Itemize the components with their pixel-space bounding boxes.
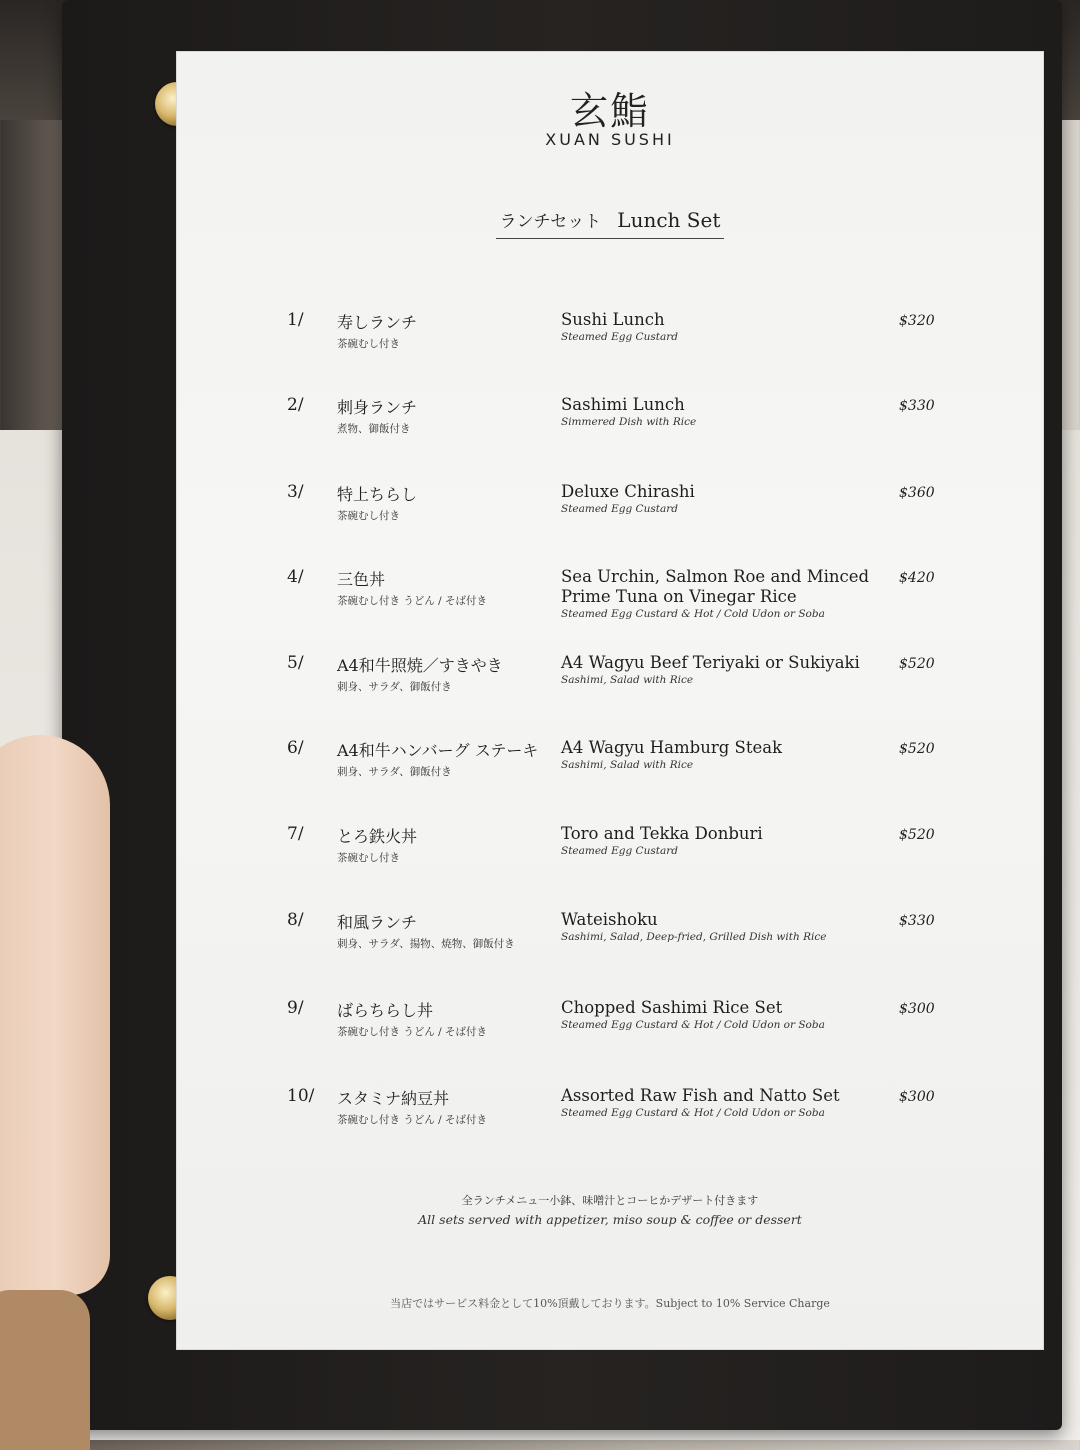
item-name-en: Sea Urchin, Salmon Roe and Minced Prime Tuna on Vinegar Rice (561, 567, 870, 606)
item-name-en: Toro and Tekka Donburi (561, 824, 763, 843)
hand (0, 735, 110, 1295)
menu-item (177, 998, 1043, 1078)
item-number: 6/ (287, 738, 304, 758)
item-note-en: Steamed Egg Custard (561, 331, 678, 343)
item-name-jp: 三色丼 (337, 570, 386, 589)
item-price: $300 (899, 1089, 935, 1105)
item-note-en: Steamed Egg Custard & Hot / Cold Udon or Soba (561, 1019, 825, 1031)
item-note-jp: 茶碗むし付き うどん / そば付き (337, 595, 488, 607)
item-note-jp: 刺身、サラダ、御飯付き (337, 766, 452, 778)
item-price: $520 (899, 741, 935, 757)
item-number: 8/ (287, 910, 304, 930)
footer-note-jp: 全ランチメニュ一小鉢、味噌汁とコーヒかデザート付きます (461, 1194, 759, 1207)
item-name-jp: とろ鉄火丼 (337, 827, 418, 846)
item-price: $360 (899, 485, 935, 501)
item-note-en: Steamed Egg Custard & Hot / Cold Udon or Soba (561, 608, 825, 620)
item-note-jp: 茶碗むし付き うどん / そば付き (337, 1026, 488, 1038)
service-charge-note: 当店ではサービス料金として10%頂戴しております。Subject to 10% Service Charge (390, 1297, 830, 1310)
item-number: 1/ (287, 310, 304, 330)
item-note-en: Sashimi, Salad with Rice (561, 674, 694, 686)
menu-item (177, 653, 1043, 733)
item-note-jp: 茶碗むし付き (337, 338, 400, 350)
menu-item (177, 567, 1043, 647)
section-title-jp: ランチセット (499, 212, 602, 232)
item-note-en: Steamed Egg Custard & Hot / Cold Udon or Soba (561, 1107, 825, 1119)
item-name-en: A4 Wagyu Hamburg Steak (561, 738, 783, 757)
item-note-jp: 茶碗むし付き うどん / そば付き (337, 1114, 488, 1126)
item-name-jp: スタミナ納豆丼 (337, 1089, 450, 1108)
item-number: 7/ (287, 824, 304, 844)
item-name-en: A4 Wagyu Beef Teriyaki or Sukiyaki (561, 653, 860, 672)
item-price: $300 (899, 1001, 935, 1017)
logo-name: XUAN SUSHI (545, 130, 675, 149)
item-name-en: Deluxe Chirashi (561, 482, 695, 501)
menu-item (177, 310, 1043, 390)
item-name-jp: ばらちらし丼 (337, 1001, 434, 1020)
logo-kanji: 玄鮨 (569, 89, 650, 133)
item-name-jp: 刺身ランチ (337, 398, 418, 417)
menu-board (62, 0, 1062, 1430)
item-price: $520 (899, 827, 935, 843)
menu-item (177, 738, 1043, 818)
item-name-jp: 和風ランチ (337, 913, 418, 932)
section-title (177, 207, 1043, 239)
item-note-en: Steamed Egg Custard (561, 845, 678, 857)
item-number: 5/ (287, 653, 304, 673)
item-price: $520 (899, 656, 935, 672)
item-name-en: Wateishoku (561, 910, 658, 929)
item-price: $320 (899, 313, 935, 329)
footer-note-en: All sets served with appetizer, miso soup & coffee or dessert (418, 1212, 802, 1227)
item-name-en: Assorted Raw Fish and Natto Set (561, 1086, 840, 1105)
item-number: 4/ (287, 567, 304, 587)
item-note-jp: 煮物、御飯付き (337, 423, 411, 435)
section-title-en: Lunch Set (617, 208, 721, 232)
item-name-jp: 特上ちらし (337, 485, 418, 504)
item-note-jp: 刺身、サラダ、揚物、焼物、御飯付き (337, 938, 515, 950)
item-number: 2/ (287, 395, 304, 415)
item-name-en: Sashimi Lunch (561, 395, 685, 414)
item-number: 3/ (287, 482, 304, 502)
menu-item (177, 824, 1043, 904)
item-price: $330 (899, 913, 935, 929)
item-note-en: Sashimi, Salad, Deep-fried, Grilled Dish with Rice (561, 931, 827, 943)
menu-item (177, 910, 1043, 990)
menu-paper (177, 52, 1043, 1349)
menu-item (177, 482, 1043, 562)
item-price: $420 (899, 570, 935, 586)
item-name-jp: A4和牛照焼／すきやき (337, 656, 503, 675)
item-note-en: Simmered Dish with Rice (561, 416, 697, 428)
menu-item (177, 395, 1043, 475)
item-note-en: Sashimi, Salad with Rice (561, 759, 694, 771)
item-note-en: Steamed Egg Custard (561, 503, 678, 515)
item-note-jp: 刺身、サラダ、御飯付き (337, 681, 452, 693)
item-note-jp: 茶碗むし付き (337, 510, 400, 522)
menu-item (177, 1086, 1043, 1166)
item-number: 10/ (287, 1086, 315, 1106)
item-number: 9/ (287, 998, 304, 1018)
sleeve (0, 1290, 90, 1450)
item-price: $330 (899, 398, 935, 414)
item-note-jp: 茶碗むし付き (337, 852, 400, 864)
item-name-jp: A4和牛ハンバーグ ステーキ (337, 741, 539, 760)
item-name-en: Sushi Lunch (561, 310, 665, 329)
item-name-jp: 寿しランチ (337, 313, 418, 332)
item-name-en: Chopped Sashimi Rice Set (561, 998, 783, 1017)
